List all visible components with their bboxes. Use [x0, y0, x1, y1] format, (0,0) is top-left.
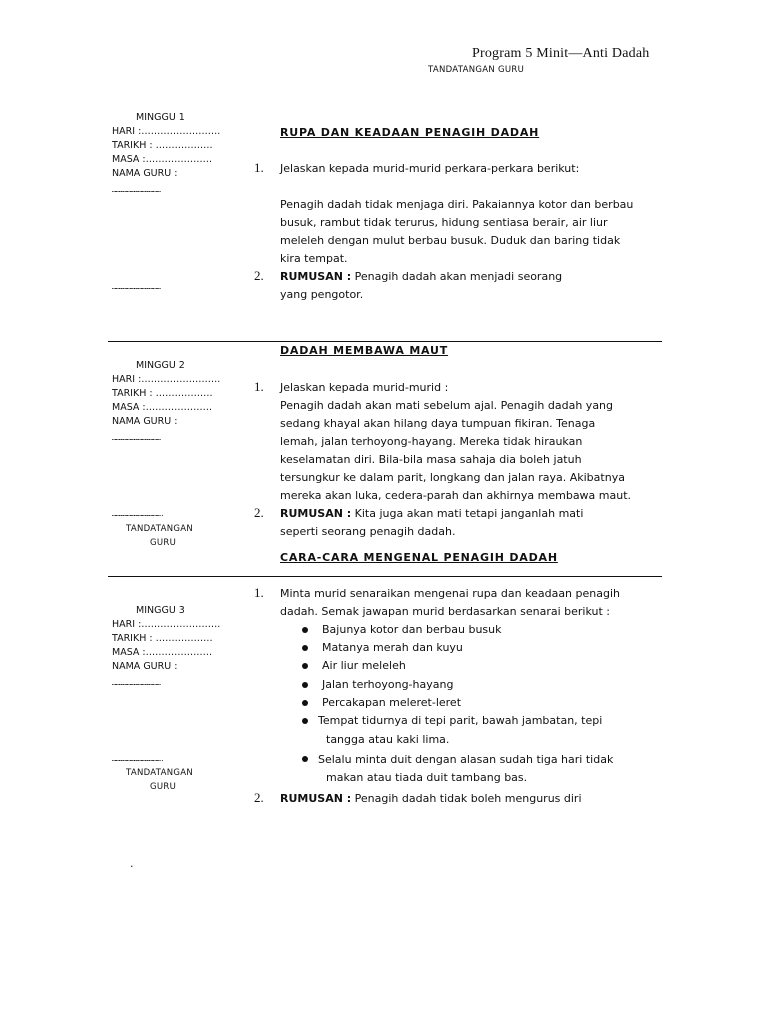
section3-bullet-tempat-cont: tangga atau kaki lima.: [326, 733, 450, 746]
section3-intro: [280, 585, 620, 621]
section3-rumusan-text: Penagih dadah tidak boleh mengurus diri: [351, 792, 582, 805]
section2-line: keselamatan diri. Bila-bila masa sahaja dia boleh jatuh: [280, 453, 582, 466]
week3-nama-guru: NAMA GURU :: [112, 661, 178, 672]
week3-hari: HARI :…………………….: [112, 619, 221, 630]
section2-item1-number: 1.: [254, 379, 264, 394]
section2-line: tersungkur ke dalam parit, longkang dan jalan raya. Akibatnya: [280, 471, 625, 484]
bullet-dot-icon: [302, 700, 308, 706]
week3-nama-line: …………………………………: [112, 679, 161, 687]
divider-1: [108, 341, 662, 342]
week3-tarikh: TARIKH : ………………: [112, 633, 213, 644]
section3-bullet-duit-cont: makan atau tiada duit tambang bas.: [326, 771, 528, 784]
section3-heading: CARA-CARA MENGENAL PENAGIH DADAH: [280, 551, 558, 564]
bullet-dot-icon: [302, 756, 308, 762]
week2-sign-label: TANDATANGAN: [126, 524, 194, 534]
bullet-dot-icon: [302, 718, 308, 724]
week1-nama-line: …………………………………: [112, 186, 161, 194]
section2-line: sedang khayal akan hilang daya tumpuan fikiran. Tenaga: [280, 417, 596, 430]
section2-item2-number: 2.: [254, 505, 264, 520]
week1-masa: MASA :…………………: [112, 154, 213, 165]
section2-line: mereka akan luka, cedera-parah dan akhirnya membawa maut.: [280, 489, 632, 502]
week2-nama-guru: NAMA GURU :: [112, 416, 178, 427]
section3-intro-line: Minta murid senaraikan mengenai rupa dan keadaan penagih: [280, 587, 620, 600]
bullet-dot-icon: [302, 645, 308, 651]
week1-tarikh: TARIKH : ………………: [112, 140, 213, 151]
week1-sign-line: …………………………………: [112, 283, 161, 291]
section1-rumusan-label: RUMUSAN :: [280, 270, 352, 283]
divider-2: [108, 576, 662, 577]
week2-sign-label-guru: GURU: [150, 538, 177, 548]
week2-tarikh: TARIKH : ………………: [112, 388, 213, 399]
section2-rumusan-text: Kita juga akan mati tetapi janganlah mati: [351, 507, 584, 520]
bullet-dot-icon: [302, 682, 308, 688]
section3-item2-number: 2.: [254, 790, 264, 805]
week1-minggu: MINGGU 1: [136, 112, 185, 123]
section2-line: lemah, jalan terhoyong-hayang. Mereka tidak hiraukan: [280, 435, 583, 448]
section1-para-line: Penagih dadah tidak menjaga diri. Pakaiannya kotor dan berbau: [280, 198, 634, 211]
week2-hari: HARI :…………………….: [112, 374, 221, 385]
week2-sign-line: ………………………………….: [112, 510, 165, 518]
week3-sign-label-guru: GURU: [150, 782, 177, 792]
week2-nama-line: …………………………………: [112, 434, 161, 442]
section3-rumusan-label: RUMUSAN :: [280, 792, 352, 805]
section2-line: Jelaskan kepada murid-murid :: [280, 381, 449, 394]
bullet-dot-icon: [302, 627, 308, 633]
week1-hari: HARI :…………………….: [112, 126, 221, 137]
bullet-dot-icon: [302, 663, 308, 669]
section3-bullet: Jalan terhoyong-hayang: [322, 678, 454, 691]
section3-intro-line: dadah. Semak jawapan murid berdasarkan senarai berikut :: [280, 605, 611, 618]
section1-item1-number: 1.: [254, 160, 264, 175]
section2-paragraph: [280, 379, 631, 505]
week2-minggu: MINGGU 2: [136, 360, 185, 371]
week1-nama-guru: NAMA GURU :: [112, 168, 178, 179]
section1-heading: RUPA DAN KEADAAN PENAGIH DADAH: [280, 126, 540, 139]
section1-rumusan-line2: yang pengotor.: [280, 288, 364, 301]
section2-rumusan-label: RUMUSAN :: [280, 507, 352, 520]
section3-bullet: Bajunya kotor dan berbau busuk: [322, 623, 502, 636]
section2-heading: DADAH MEMBAWA MAUT: [280, 344, 449, 357]
week3-minggu: MINGGU 3: [136, 605, 185, 616]
section3-item1-number: 1.: [254, 585, 264, 600]
section1-rumusan-text: Penagih dadah akan menjadi seorang: [351, 270, 563, 283]
week2-masa: MASA :…………………: [112, 402, 213, 413]
section1-para-line: meleleh dengan mulut berbau busuk. Duduk dan baring tidak: [280, 234, 621, 247]
section2-line: Penagih dadah akan mati sebelum ajal. Penagih dadah yang: [280, 399, 614, 412]
section3-rumusan: [280, 790, 582, 808]
section3-bullet: Percakapan meleret-leret: [322, 696, 462, 709]
footer-mark: .: [130, 857, 134, 870]
week3-sign-label: TANDATANGAN: [126, 768, 194, 778]
section3-bullet-tempat: Tempat tidurnya di tepi parit, bawah jambatan, tepi: [318, 714, 603, 727]
section2-rumusan: [280, 505, 583, 523]
section3-bullet: Air liur meleleh: [322, 659, 406, 672]
program-title: Program 5 Minit—Anti Dadah: [472, 46, 650, 61]
section1-item1-text: Jelaskan kepada murid-murid perkara-perkara berikut:: [280, 162, 580, 175]
section3-bullet: Matanya merah dan kuyu: [322, 641, 463, 654]
section1-item2-number: 2.: [254, 268, 264, 283]
section2-rumusan-line2: seperti seorang penagih dadah.: [280, 525, 456, 538]
section1-rumusan: [280, 268, 562, 286]
week3-masa: MASA :…………………: [112, 647, 213, 658]
section3-bullet-duit: Selalu minta duit dengan alasan sudah tiga hari tidak: [318, 753, 614, 766]
week3-sign-line: ………………………………….: [112, 755, 165, 763]
signature-label-top: TANDATANGAN GURU: [428, 65, 525, 75]
section1-paragraph: [280, 196, 633, 268]
section1-para-line: kira tempat.: [280, 252, 348, 265]
section1-para-line: busuk, rambut tidak terurus, hidung sentiasa berair, air liur: [280, 216, 608, 229]
